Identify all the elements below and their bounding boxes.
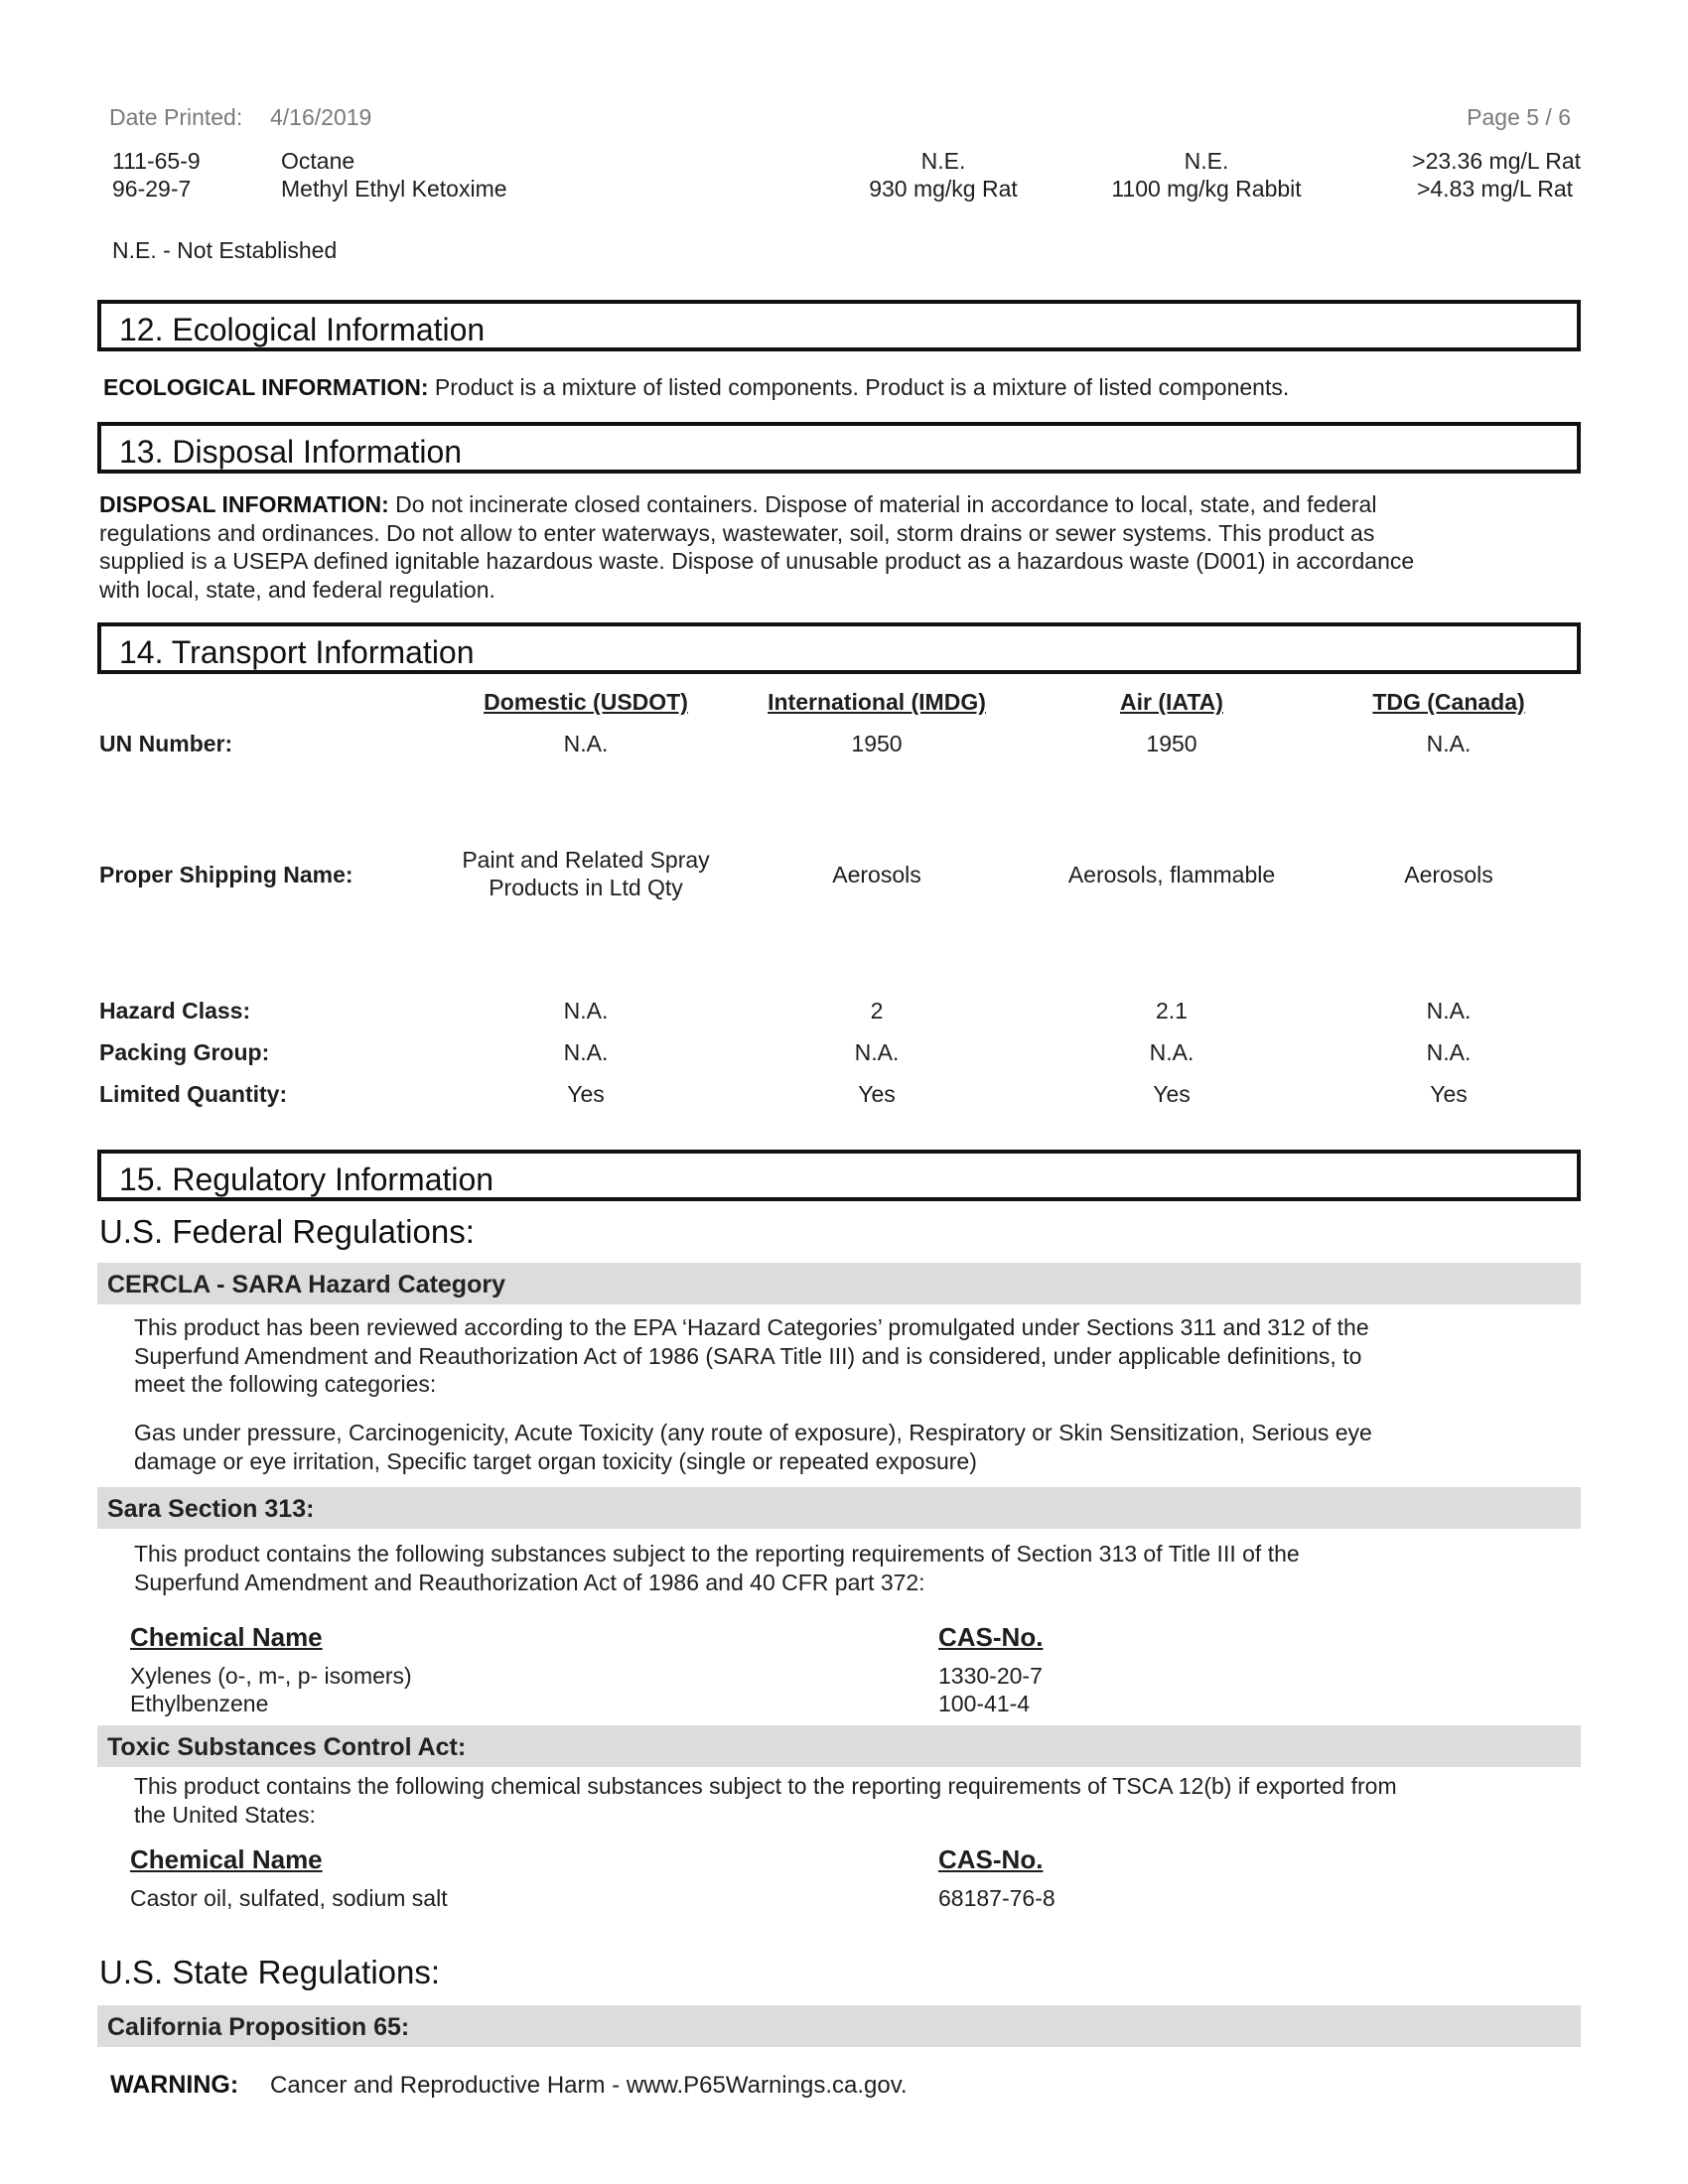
limited-quantity-tdg: Yes [1430, 1081, 1468, 1107]
shipping-name-usdot-line2: Products in Ltd Qty [489, 875, 683, 900]
sara-313-chemical: Xylenes (o-, m-, p- isomers) [130, 1663, 412, 1689]
shipping-name-tdg: Aerosols [1404, 862, 1493, 887]
transport-col-usdot: Domestic (USDOT) [484, 689, 688, 715]
tsca-bar-label: Toxic Substances Control Act: [107, 1733, 467, 1761]
section-15-title: 15. Regulatory Information [119, 1161, 494, 1197]
hazard-class-iata: 2.1 [1156, 998, 1188, 1024]
section-12-header [97, 300, 1581, 351]
limited-quantity-iata: Yes [1153, 1081, 1191, 1107]
tsca-chemical: Castor oil, sulfated, sodium salt [130, 1885, 448, 1911]
transport-col-imdg: International (IMDG) [768, 689, 986, 715]
cercla-line: This product has been reviewed according to the EPA ‘Hazard Categories’ promulgated under Sections 311 and 312 of the [134, 1314, 1369, 1340]
tox-inhalation: >4.83 mg/L Rat [1416, 176, 1573, 202]
sara-313-cas: 1330-20-7 [938, 1663, 1043, 1689]
date-printed-label: Date Printed: [109, 104, 243, 130]
cercla-paragraph-1 [134, 1313, 1574, 1399]
prop65-warning-text: Cancer and Reproductive Harm - www.P65Warnings.ca.gov. [270, 2072, 908, 2099]
packing-group-label: Packing Group: [99, 1039, 270, 1065]
disposal-line: Do not incinerate closed containers. Dispose of material in accordance to local, state, and federal [388, 491, 1377, 517]
limited-quantity-label: Limited Quantity: [99, 1081, 288, 1107]
sara-313-line: Superfund Amendment and Reauthorization Act of 1986 and 40 CFR part 372: [134, 1569, 925, 1595]
section-13-header [97, 422, 1581, 474]
sara-313-chemical: Ethylbenzene [130, 1691, 269, 1716]
ne-note: N.E. - Not Established [112, 237, 338, 263]
transport-col-tdg: TDG (Canada) [1372, 689, 1525, 715]
date-printed-value: 4/16/2019 [270, 104, 372, 130]
cercla-line: Gas under pressure, Carcinogenicity, Acute Toxicity (any route of exposure), Respiratory or Skin Sensitization, Serious eye [134, 1420, 1372, 1445]
page-number: Page 5 / 6 [1467, 104, 1571, 130]
packing-group-usdot: N.A. [563, 1039, 609, 1065]
section-14-header [97, 622, 1581, 674]
tox-cas: 111-65-9 [112, 148, 201, 174]
prop65-bar-label: California Proposition 65: [107, 2013, 410, 2041]
tsca-chemical-name-header: Chemical Name [130, 1844, 323, 1874]
un-number-iata: 1950 [1146, 731, 1197, 756]
shipping-name-usdot-line1: Paint and Related Spray [462, 847, 710, 873]
un-number-label: UN Number: [99, 731, 233, 756]
limited-quantity-imdg: Yes [858, 1081, 896, 1107]
tox-oral: 930 mg/kg Rat [869, 176, 1018, 202]
disposal-label: DISPOSAL INFORMATION: [99, 491, 389, 517]
shipping-name-label: Proper Shipping Name: [99, 862, 353, 887]
tsca-line: the United States: [134, 1801, 316, 1828]
federal-regulations-heading: U.S. Federal Regulations: [99, 1213, 475, 1250]
tox-dermal: 1100 mg/kg Rabbit [1111, 176, 1302, 202]
section-14-title: 14. Transport Information [119, 634, 475, 670]
sara-313-bar-label: Sara Section 313: [107, 1495, 315, 1523]
cercla-line: meet the following categories: [134, 1371, 437, 1397]
sara-313-bar [97, 1487, 1581, 1529]
shipping-name-imdg: Aerosols [832, 862, 921, 887]
disposal-info [99, 490, 1579, 604]
tox-oral: N.E. [920, 148, 966, 174]
tsca-cas: 68187-76-8 [938, 1885, 1055, 1911]
state-regulations-heading: U.S. State Regulations: [99, 1954, 441, 1990]
limited-quantity-usdot: Yes [567, 1081, 605, 1107]
tsca-bar [97, 1725, 1581, 1767]
hazard-class-tdg: N.A. [1426, 998, 1472, 1024]
disposal-line: supplied is a USEPA defined ignitable hazardous waste. Dispose of unusable product as a hazardous waste (D001) in accordance [99, 548, 1415, 574]
ecological-text: Product is a mixture of listed components. Product is a mixture of listed components. [428, 374, 1290, 400]
sara-313-paragraph [134, 1540, 1574, 1596]
packing-group-imdg: N.A. [854, 1039, 900, 1065]
hazard-class-usdot: N.A. [563, 998, 609, 1024]
cercla-line: damage or eye irritation, Specific target organ toxicity (single or repeated exposure) [134, 1447, 977, 1474]
sara-313-chemical-name-header: Chemical Name [130, 1622, 323, 1652]
cercla-bar-label: CERCLA - SARA Hazard Category [107, 1271, 505, 1298]
tox-dermal: N.E. [1184, 148, 1229, 174]
sara-313-line: This product contains the following substances subject to the reporting requirements of Section 313 of Title III of the [134, 1541, 1300, 1567]
tsca-cas-header: CAS-No. [938, 1844, 1044, 1874]
section-13-title: 13. Disposal Information [119, 434, 463, 470]
section-15-header [97, 1150, 1581, 1201]
prop65-warning-label: WARNING: [110, 2071, 239, 2099]
prop65-bar [97, 2005, 1581, 2047]
hazard-class-imdg: 2 [870, 998, 884, 1024]
tox-cas: 96-29-7 [112, 176, 192, 202]
disposal-line: regulations and ordinances. Do not allow to enter waterways, wastewater, soil, storm drains or sewer systems. This product as [99, 519, 1375, 546]
sara-313-cas-header: CAS-No. [938, 1622, 1044, 1652]
disposal-line: with local, state, and federal regulation. [99, 576, 495, 603]
shipping-name-iata: Aerosols, flammable [1067, 862, 1276, 887]
tsca-line: This product contains the following chemical substances subject to the reporting requirements of TSCA 12(b) if exported from [134, 1773, 1397, 1799]
sara-313-cas: 100-41-4 [938, 1691, 1031, 1716]
cercla-line: Superfund Amendment and Reauthorization Act of 1986 (SARA Title III) and is considered, under applicable definitions, to [134, 1342, 1362, 1369]
tox-inhalation: >23.36 mg/L Rat [1412, 148, 1581, 174]
un-number-usdot: N.A. [563, 731, 609, 756]
transport-col-iata: Air (IATA) [1120, 689, 1223, 715]
packing-group-iata: N.A. [1149, 1039, 1195, 1065]
shipping-name-usdot [442, 846, 730, 901]
hazard-class-label: Hazard Class: [99, 998, 251, 1024]
tsca-paragraph [134, 1772, 1574, 1829]
tox-name: Methyl Ethyl Ketoxime [281, 176, 507, 202]
section-12-title: 12. Ecological Information [119, 312, 486, 347]
un-number-imdg: 1950 [851, 731, 903, 756]
tox-name: Octane [281, 148, 355, 174]
packing-group-tdg: N.A. [1426, 1039, 1472, 1065]
cercla-paragraph-2 [134, 1419, 1574, 1475]
cercla-bar [97, 1263, 1581, 1304]
un-number-tdg: N.A. [1426, 731, 1472, 756]
ecological-info [103, 373, 1573, 402]
ecological-label: ECOLOGICAL INFORMATION: [103, 374, 429, 400]
